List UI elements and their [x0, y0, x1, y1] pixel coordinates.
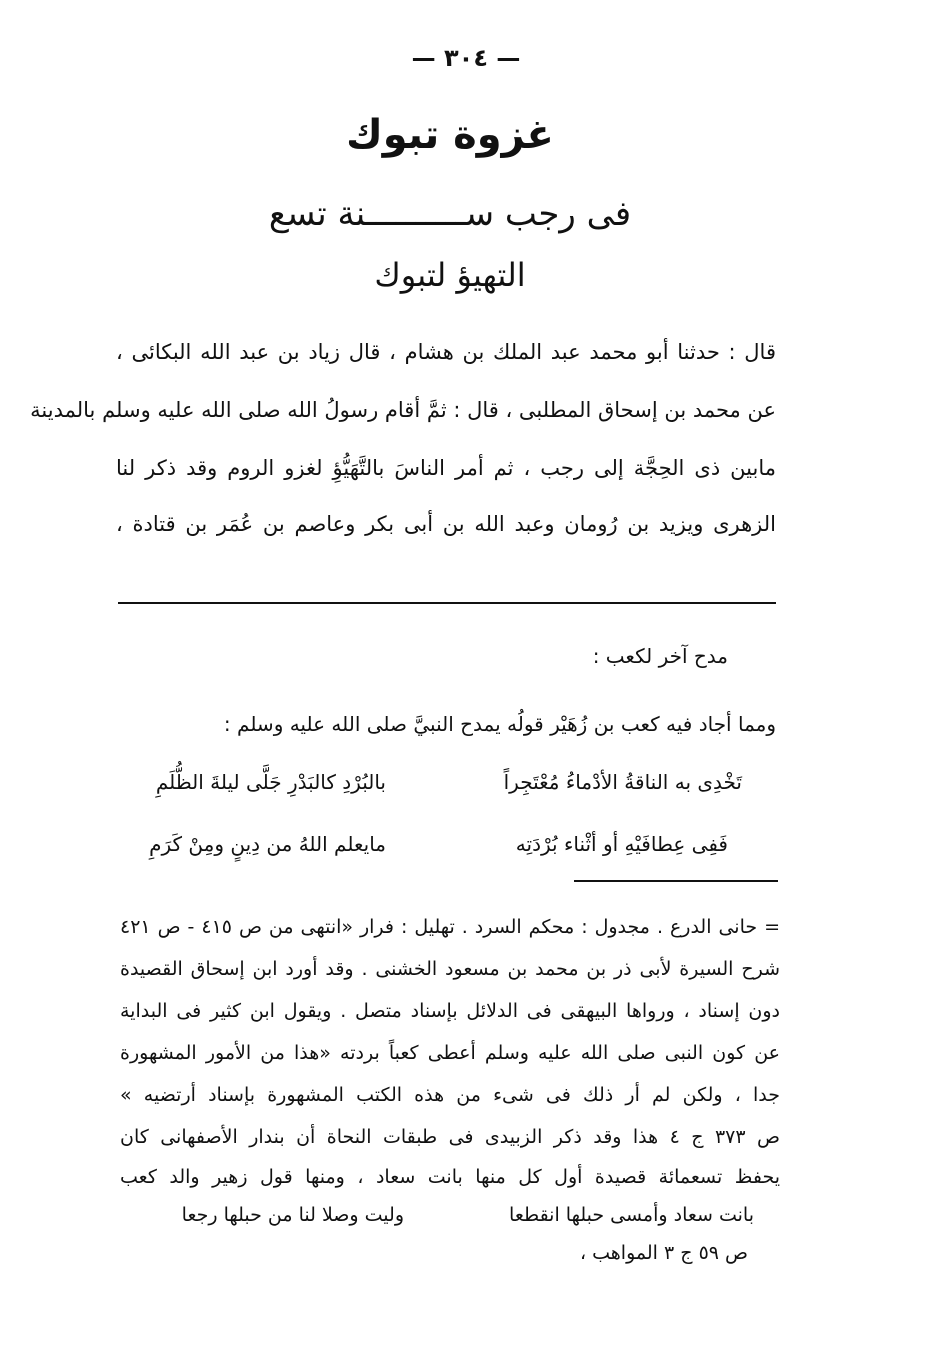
subtitle-tatweel: ـــــــ — [375, 194, 446, 234]
note-reference: ص ٥٩ ج ٣ المواهب ، — [579, 1242, 748, 1264]
note-line: دون إسناد ، ورواها البيهقى فى الدلائل بإسناد متصل . ويقول ابن كثير فى البداية — [120, 1000, 780, 1022]
footnote-divider — [118, 602, 776, 604]
chapter-subtitle — [0, 194, 900, 234]
note-line: شرح السيرة لأبى ذر بن محمد بن مسعود الخشنى . وقد أورد ابن إسحاق القصيدة — [120, 958, 780, 980]
note-line: عن كون النبى صلى الله عليه وسلم أعطى كعباً بردته «هذا من الأمور المشهورة — [120, 1042, 780, 1064]
body-line: مابين ذى الحِجَّة إلى رجب ، ثم أمر الناسَ بالتَّهَيُّؤِ لغزو الروم وقد ذكر لنا — [116, 456, 776, 480]
body-line: عن محمد بن إسحاق المطلبى ، قال : ثمَّ أقام رسولُ الله صلى الله عليه وسلم بالمدينة — [30, 398, 776, 422]
note-line: = حانى الدرع . مجدول : محكم السرد . تهليل : فرار «انتهى من ص ٤١٥ - ص ٤٢١ — [120, 916, 781, 938]
verse-hemistich-first: تَخْدِى به الناقةُ الأدْماءُ مُعْتَجِراً — [503, 770, 742, 794]
notes-divider — [574, 880, 778, 882]
note-verse-first: بانت سعاد وأمسى حبلها انقطعا — [509, 1204, 754, 1226]
subtitle-end: ـنة تسع — [268, 194, 376, 234]
body-line: قال : حدثنا أبو محمد عبد الملك بن هشام ، قال زياد بن عبد الله البكائى ، — [116, 340, 776, 364]
verse-hemistich-second: مايعلم اللهُ من دِينٍ ومِنْ كَرَمِ — [149, 832, 386, 856]
page-number: — ٣٠٤ — — [411, 44, 521, 72]
body-line: الزهرى ويزيد بن رُومان وعبد الله بن أبى بكر وعاصم بن عُمَر بن قتادة ، — [116, 512, 776, 536]
footnote-intro: ومما أجاد فيه كعب بن زُهَيْر قولُه يمدح النبيَّ صلى الله عليه وسلم : — [223, 712, 776, 736]
subtitle-start: فى رجب ســ — [445, 194, 632, 234]
footnote-heading: مدح آخر لكعب : — [592, 644, 728, 668]
note-line: جدا ، ولكن لم أر ذلك فى شىء من هذه الكتب المشهورة بإسناد أرتضيه » — [120, 1084, 780, 1106]
note-line: ص ٣٧٣ ج ٤ هذا وقد ذكر الزبيدى فى طبقات النحاة أن بندار الأصفهانى كان — [120, 1126, 781, 1148]
verse-hemistich-second: بالبُرْدِ كالبَدْرِ جَلَّى ليلةَ الظُّلَمِ — [155, 770, 386, 794]
note-line: يحفظ تسعمائة قصيدة أول كل منها بانت سعاد ، ومنها قول زهير والد كعب — [120, 1166, 780, 1188]
verse-hemistich-first: فَفِى عِطافَيْهِ أو أثْناء بُرْدَتِه — [515, 832, 728, 856]
section-heading: التهيؤ لتبوك — [374, 256, 526, 294]
chapter-title: غزوة تبوك — [346, 112, 554, 158]
note-verse-second: وليت وصلا لنا من حبلها رجعا — [181, 1204, 404, 1226]
